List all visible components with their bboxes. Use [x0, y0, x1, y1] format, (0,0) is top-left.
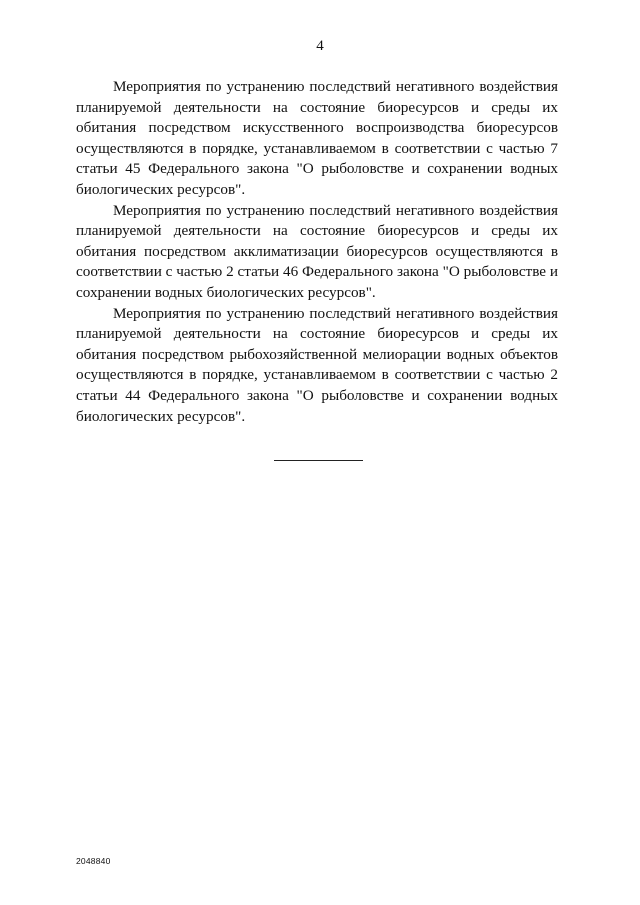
page-number: 4 — [316, 38, 324, 54]
paragraph-fishery-melioration: Мероприятия по устранению последствий негативного воздействия планируемой деятельности на состояние биоресурсов и среды их обитания посредством рыбохозяйственной мелиорации водных объектов осуществляются в порядке, устанавливаемом в соответствии с частью 2 статьи 44 Федерального закона "О рыболовстве и сохранении водных биологических ресурсов". — [76, 304, 558, 425]
paragraph-acclimatization: Мероприятия по устранению последствий негативного воздействия планируемой деятельности на состояние биоресурсов и среды их обитания посредством акклиматизации биоресурсов осуществляются в соответствии с частью 2 статьи 46 Федерального закона "О рыболовстве и сохранении водных биологических ресурсов". — [76, 201, 558, 301]
document-code: 2048840 — [76, 856, 111, 866]
paragraph-artificial-reproduction: Мероприятия по устранению последствий негативного воздействия планируемой деятельности на состояние биоресурсов и среды их обитания посредством искусственного воспроизводства биоресурсов осуществляются в порядке, устанавливаемом в соответствии с частью 7 статьи 45 Федерального закона "О рыболовстве и сохранении водных биологических ресурсов". — [76, 78, 558, 198]
document-end-divider — [274, 460, 363, 461]
document-body — [76, 77, 558, 427]
